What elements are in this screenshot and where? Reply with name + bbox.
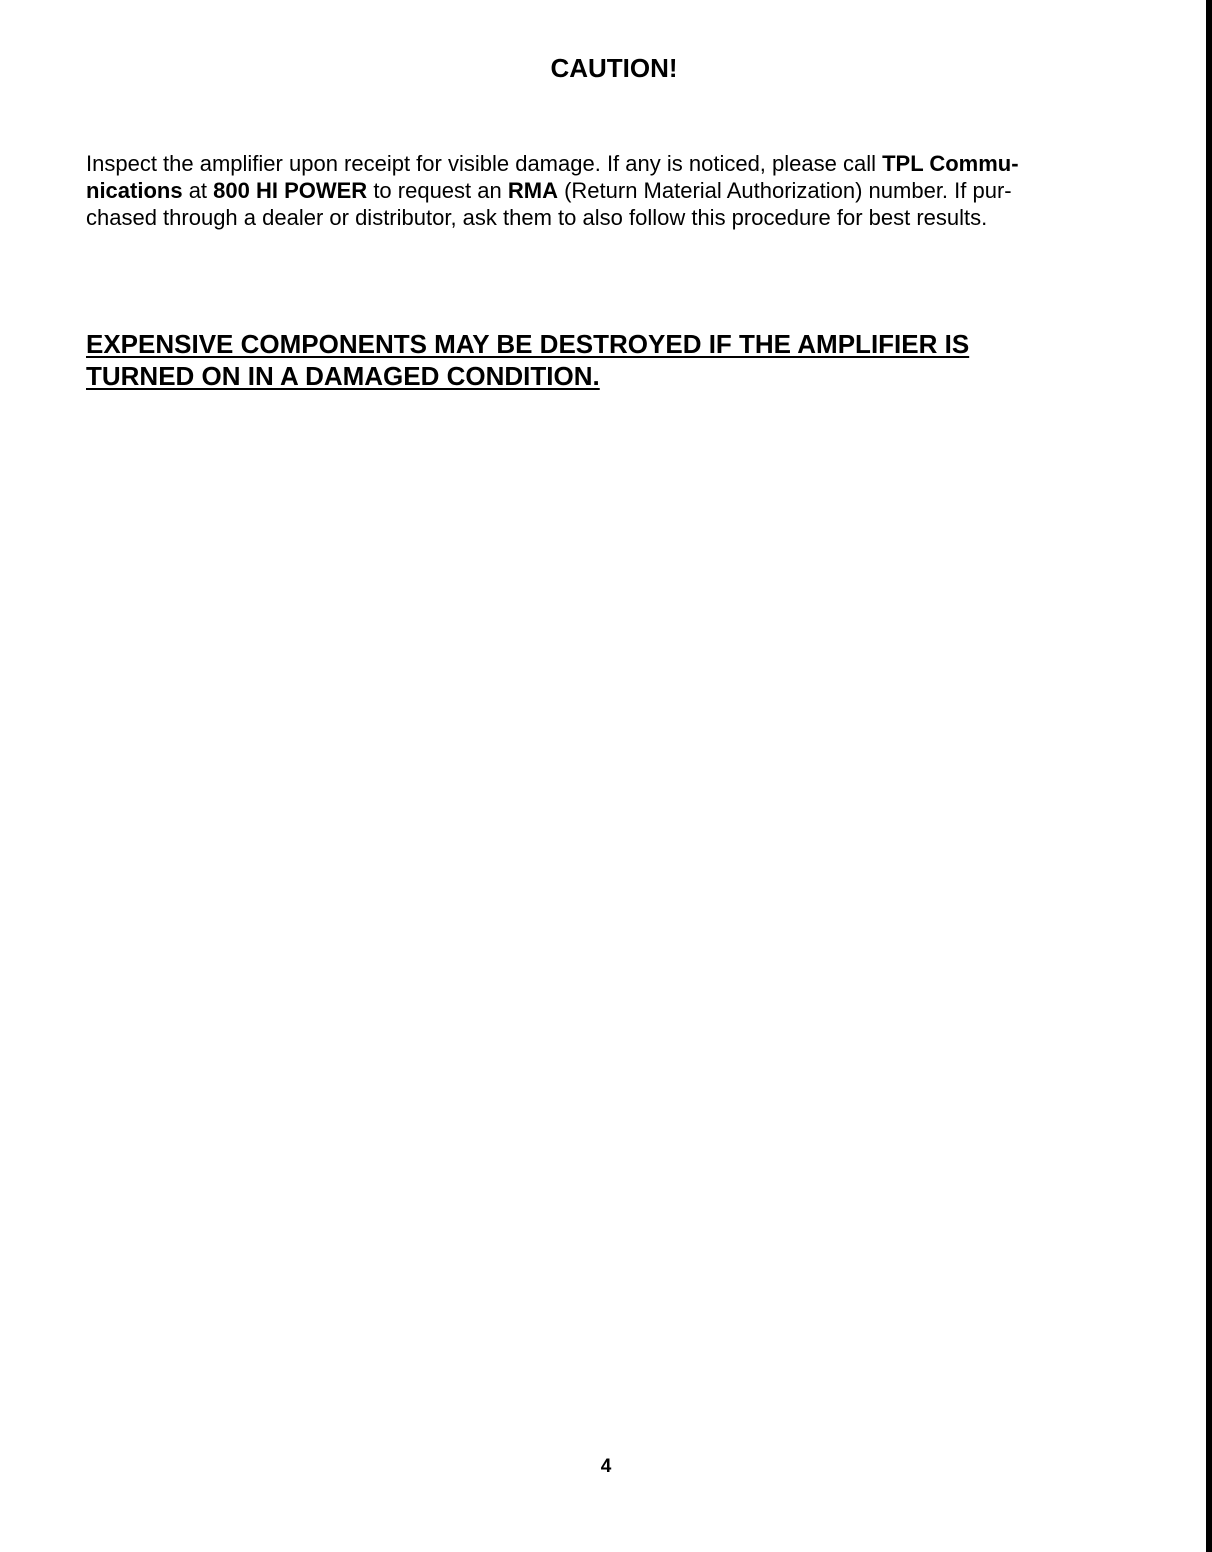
page-number: 4	[600, 1456, 612, 1477]
damage-warning	[86, 328, 1146, 392]
intro-line-1	[86, 150, 1146, 177]
intro-paragraph	[86, 150, 1146, 231]
intro-line-2	[86, 177, 1146, 204]
rma-term: RMA	[507, 178, 558, 203]
company-name-end: nications	[86, 178, 183, 203]
warning-line-2: TURNED ON IN A DAMAGED CONDITION.	[86, 361, 600, 391]
phone-number: 800 HI POWER	[213, 178, 368, 203]
intro-line-3: chased through a dealer or distributor, ask them to also follow this procedure for best results.	[86, 205, 988, 230]
company-name: TPL Commu-	[882, 151, 1019, 176]
intro-text: Inspect the amplifier upon receipt for visible damage. If any is noticed, please call	[86, 151, 883, 176]
intro-text: at	[182, 178, 214, 203]
page-title: CAUTION!	[550, 53, 678, 83]
intro-text: (Return Material Authorization) number. If pur-	[557, 178, 1012, 203]
page-edge	[1206, 0, 1212, 1552]
warning-line-1: EXPENSIVE COMPONENTS MAY BE DESTROYED IF THE AMPLIFIER IS	[86, 329, 970, 359]
intro-text: to request an	[367, 178, 508, 203]
